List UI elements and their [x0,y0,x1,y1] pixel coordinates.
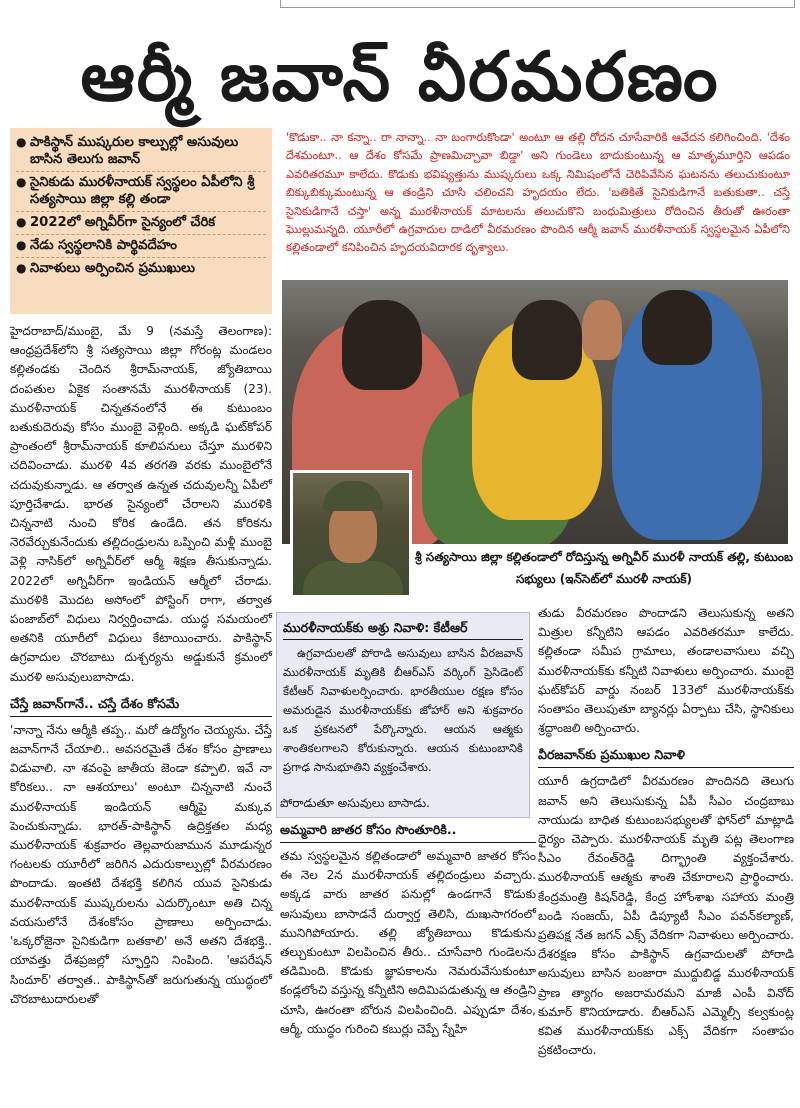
box-body: ఉగ్రవాదులతో పోరాడి అసువులు బాసిన వీరజవాన్ మురళీనాయక్ మృతికి బీఆర్‌ఎస్ వర్కింగ్ ప్రెసిడెంట్ కేటీఆర్ నివాళులర్పించారు. భారతీయుల రక్షణ కోసం అమరుడైన మురళీనాయక్‌కు జోహార్ అని శుక్రవారం ఒక ప్రకటనలో పేర్కొన్నారు. ఆయన ఆత్మకు శాంతికలగాలని కోరుకున్నారు. ఆయన కుటుంబానికి ప్రగాఢ సానుభూతిని వ్యక్తంచేశారు. [283,646,523,774]
article-paragraph: యూరీ ఉగ్రదాడిలో వీరమరణం పొందినది తెలుగు జవాన్ అని తెలుసుకున్న ఏపీ సీఎం చంద్రబాబు నాయుడు బాధిత కుటుంబసభ్యులతో ఫోన్‌లో మాట్లాడి ధైర్యం చెప్పారు. మురళీనాయక్ మృతి పట్ల తెలంగాణ సీఎం రేవంత్‌రెడ్డి దిగ్భ్రాంతి వ్యక్తంచేశారు. మురళీనాయక్ ఆత్మకు శాంతి చేకూరాలని ప్రార్థించారు. కేంద్రమంత్రి కిషన్‌రెడ్డి, కేంద్ర హోంశాఖ సహాయ మంత్రి బండి సంజయ్, ఏపీ డిప్యూటీ సీఎం పవన్‌కల్యాణ్, ప్రతిపక్ష నేత జగన్ ఎక్స్ వేదికగా నివాళులు అర్పించారు. దేశరక్షణ కోసం పాకిస్థాన్ ఉగ్రవాదులతో పోరాడి అసువులు బాసిన బంజారా ముద్దుబిడ్డ మురళీనాయక్ ప్రాణ త్యాగం అజరామరమని మాజీ ఎంపీ వినోద్ కుమార్ కొనియాడారు. బీఆర్‌ఎస్ ఎమ్మెల్సీ కల్వకుంట్ల కవిత మురళీనాయక్‌కు ఎక్స్ వేదికగా సంతాపం ప్రకటించారు. [538,774,794,1058]
photo-caption: శ్రీ సత్యసాయి జిల్లా కల్లితండాలో రోదిస్తున్న అగ్నివీర్ మురళీ నాయక్ తల్లి, కుటుంబ సభ్యులు (ఇన్‌సెట్‌లో మురళీ నాయక్) [415,550,793,586]
highlight-text: నేడు స్వస్థలానికి పార్థివదేహం [30,238,177,253]
highlight-text: సైనికుడు మురళీనాయక్ స్వస్థలం ఏపీలోని శ్రీ సత్యసాయి జిల్లా కల్లి తండా [30,175,255,207]
ktr-tribute-box [276,612,530,818]
article-paragraph: పోరాడుతూ అసువులు బాసాడు. [280,796,430,810]
highlight-item [16,235,266,258]
bullet-icon: ● [16,238,27,252]
highlight-item [16,172,266,212]
section-subhead: వీరజవాన్‌కు ప్రముఖుల నివాళి [538,744,794,768]
highlight-item [16,132,266,172]
highlight-text: 2022లో అగ్నివీర్‌గా సైన్యంలో చేరిక [30,215,216,230]
highlight-item [16,258,266,280]
middle-column [280,794,536,1108]
section-subhead: అమ్మవారి జాతర కోసం సొంతూరికి.. [280,819,536,843]
bullet-icon: ● [16,135,27,149]
article-paragraph: 'నాన్నా నేను ఆర్మీకి తప్ప.. మరో ఉద్యోగం చెయ్యను. చేస్తే జవాన్‌గానే చేయాలి.. అవసరమైతే దేశం కోసం ప్రాణాలు విడువాలి. నా శవంపై జాతీయ జెండా కప్పాలి. ఇవే నా కోరికలు.. నా ఆశయాలు' అంటూ చిన్ననాటి నుంచే మురళీనాయక్ ఇండియన్ ఆర్మీపై మక్కువ పెంచుకున్నాడు. భారత్-పాకిస్థాన్ ఉద్రిక్తతల మధ్య మురళీనాయక్ శుక్రవారం తెల్లవారుజామున మూడున్నర గంటలకు యూరీలో జరిగిన ఎదురుకాల్పుల్లో వీరమరణం పొందాడు. ఇంతటి దేశభక్తి కలిగిన యువ సైనికుడు మురళీనాయక్ ముష్కరులను ఎదుర్కొంటూ అతి చిన్న వయసులోనే దేశంకోసం ప్రాణాలు అర్పించాడు. 'ఒక్కరోజైనా సైనికుడిగా బతకాలి' అనే అతని దేశభక్తి.. యావత్తు దేశప్రజల్లో స్ఫూర్తిని నింపింది. 'ఆపరేషన్ సిందూర్' తర్వాత.. పాకిస్థాన్‌తో జరుగుతున్న యుద్ధంలో చొరబాటుదారులతో [10,722,272,1006]
highlight-item [16,212,266,235]
headline: ఆర్మీ జవాన్ వీరమరణం [80,38,720,117]
right-column [538,604,794,1108]
intro-paragraph: 'కొడుకా.. నా కన్నా.. రా నాన్నా.. నా బంగారుకొండా' అంటూ ఆ తల్లి రోదన చూసేవారికి ఆవేదన కలిగించింది. 'దేశం దేశమంటూ.. ఆ దేశం కోసమే ప్రాణమిచ్చావా బిడ్డా' అని గుండెలు బాదుకుంటున్న ఆ మాతృమూర్తిని ఆపడం ఎవరితరమూ కాలేదు. కొడుకు భవిష్యత్తును ముష్కరులు ఒక్క నిమిషంలోనే చెరిపివేసిన ఘటనను తలుచుకుంటూ బిక్కుబిక్కుమంటున్న ఆ తండ్రిని చూసి చలించని హృదయం లేదు. 'బతికితే సైనికుడిగానే బతుకుతా.. చస్తే సైనికుడిగానే చస్తా' అన్న మురళీనాయక్ మాటలను తలుచుకొని బంధుమిత్రులు రోదించిన తీరుతో ఊరంతా ఘొల్లుమన్నది. యూరీలో ఉగ్రవాదుల దాడిలో వీరమరణం పొందిన ఆర్మీ జవాన్ మురళీనాయక్ స్వస్థలమైన ఏపీలోని కల్లితండాలో కనిపించిన హృదయవిదారక దృశ్యాలు. [286,130,790,255]
section-subhead: చేస్తే జవాన్‌గానే.. చస్తే దేశం కోసమే [10,693,272,717]
article-paragraph: హైదరాబాద్/ముంబై, మే 9 (నమస్తే తెలంగాణ): ఆంధ్రప్రదేశ్‌లోని శ్రీ సత్యసాయి జిల్లా గోరంట్ల మండలం కల్లితండకు చెందిన శ్రీరామ్‌నాయక్, జ్యోతిబాయి దంపతుల ఏకైక సంతానమే మురళీనాయక్ (23). మురళీనాయక్ చిన్నతనంలోనే ఈ కుటుంబం బతుకుదెరువు కోసం ముంబై వెళ్లింది. అక్కడి ఘట్‌కోపర్ ప్రాంతంలో శ్రీరామ్‌నాయక్ కూలిపనులు చేస్తూ మురళిని చదివించాడు. మురళి 4వ తరగతి వరకు ముంబైలోనే చదువుకున్నాడు. ఆ తర్వాత ఉన్నత చదువులన్నీ ఏపీలో పూర్తిచేశాడు. భారత సైన్యంలో చేరాలని మురళికి చిన్ననాటి నుంచి కోరిక ఉండేది. తన కోరికను నెరవేర్చుకునేందుకు తల్లిదండ్రులను ఒప్పించి మళ్లీ ముంబై వెళ్లి నాసిక్‌లో అగ్నివీర్‌లో ఆర్మీ శిక్షణ తీసుకున్నాడు. 2022లో అగ్నివీర్‌గా ఇండియన్ ఆర్మీలో చేరాడు. మురళికి మొదట అసోంలో పోస్టింగ్ రాగా, తర్వాత పంజాబ్‌లో విధులు నిర్వర్తించాడు. యుద్ధ సమయంలో అతనికి యూరీలో విధులు కేటాయించారు. పాకిస్థాన్ ఉగ్రవాదుల చొరబాటు దుశ్చర్యను అడ్డుకునే క్రమంలో మురళి అసువులుబాసాడు. [10,324,272,684]
article-paragraph: తుడు వీరమరణం పొందాడని తెలుసుకున్న అతని మిత్రుల కన్నీటిని ఆపడం ఎవరితరమూ కాలేదు. కల్లితండా సమీప గ్రామాలు, తండాలవాసులు వచ్చి మురళీనాయక్‌కు కన్నీటి నివాళులు అర్పించారు. ముంబై ఘట్‌కోపర్ వార్డు నంబర్ 133లో మురళీనాయక్‌కు సంతాపం తెలుపుతూ బ్యానర్లు ఏర్పాటు చేసి, స్థానికులు శ్రద్ధాంజలి అర్పించారు. [538,606,794,736]
bullet-icon: ● [16,261,27,275]
bullet-icon: ● [16,215,27,229]
highlights-box [10,128,272,314]
bullet-icon: ● [16,175,27,189]
box-title: మురళీనాయక్‌కు అశ్రు నివాళి: కేటీఆర్ [283,617,523,640]
highlight-text: పాకిస్థాన్ ముష్కరుల కాల్పుల్లో అసువులు బాసిన తెలుగు జవాన్ [30,135,239,167]
top-border [280,0,795,8]
left-column [10,322,272,1108]
article-paragraph: తమ స్వస్థలమైన కల్లితండాలో అమ్మవారి జాతర కోసం ఈ నెల 2న మురళీనాయక్ తల్లిదండ్రులు వచ్చారు. అక్కడ వారు జాతర పనుల్లో ఉండగానే కొడుకు అసువులు బాసాడనే దుర్వార్త తెలిసి, దుఃఖసాగరంలో మునిగిపోయారు. తల్లి జ్యోతిబాయి కొడుకును తల్చుకుంటూ విలపించిన తీరు.. చూసేవారి గుండెలను తడిమింది. కొడుకు జ్ఞాపకాలను నెమరువేసుకుంటూ కండ్లలోంచి వస్తున్న కన్నీటిని అదిమిపడుతున్న ఆ తండ్రిని చూసి, ఊరంతా బోరున విలపించింది. ఎప్పుడూ దేశం, ఆర్మీ, యుద్ధం గురించి కబుర్లు చెప్పే స్నేహి [280,849,536,1036]
inset-portrait [290,470,412,598]
highlight-text: నివాళులు అర్పించిన ప్రముఖులు [30,261,195,276]
